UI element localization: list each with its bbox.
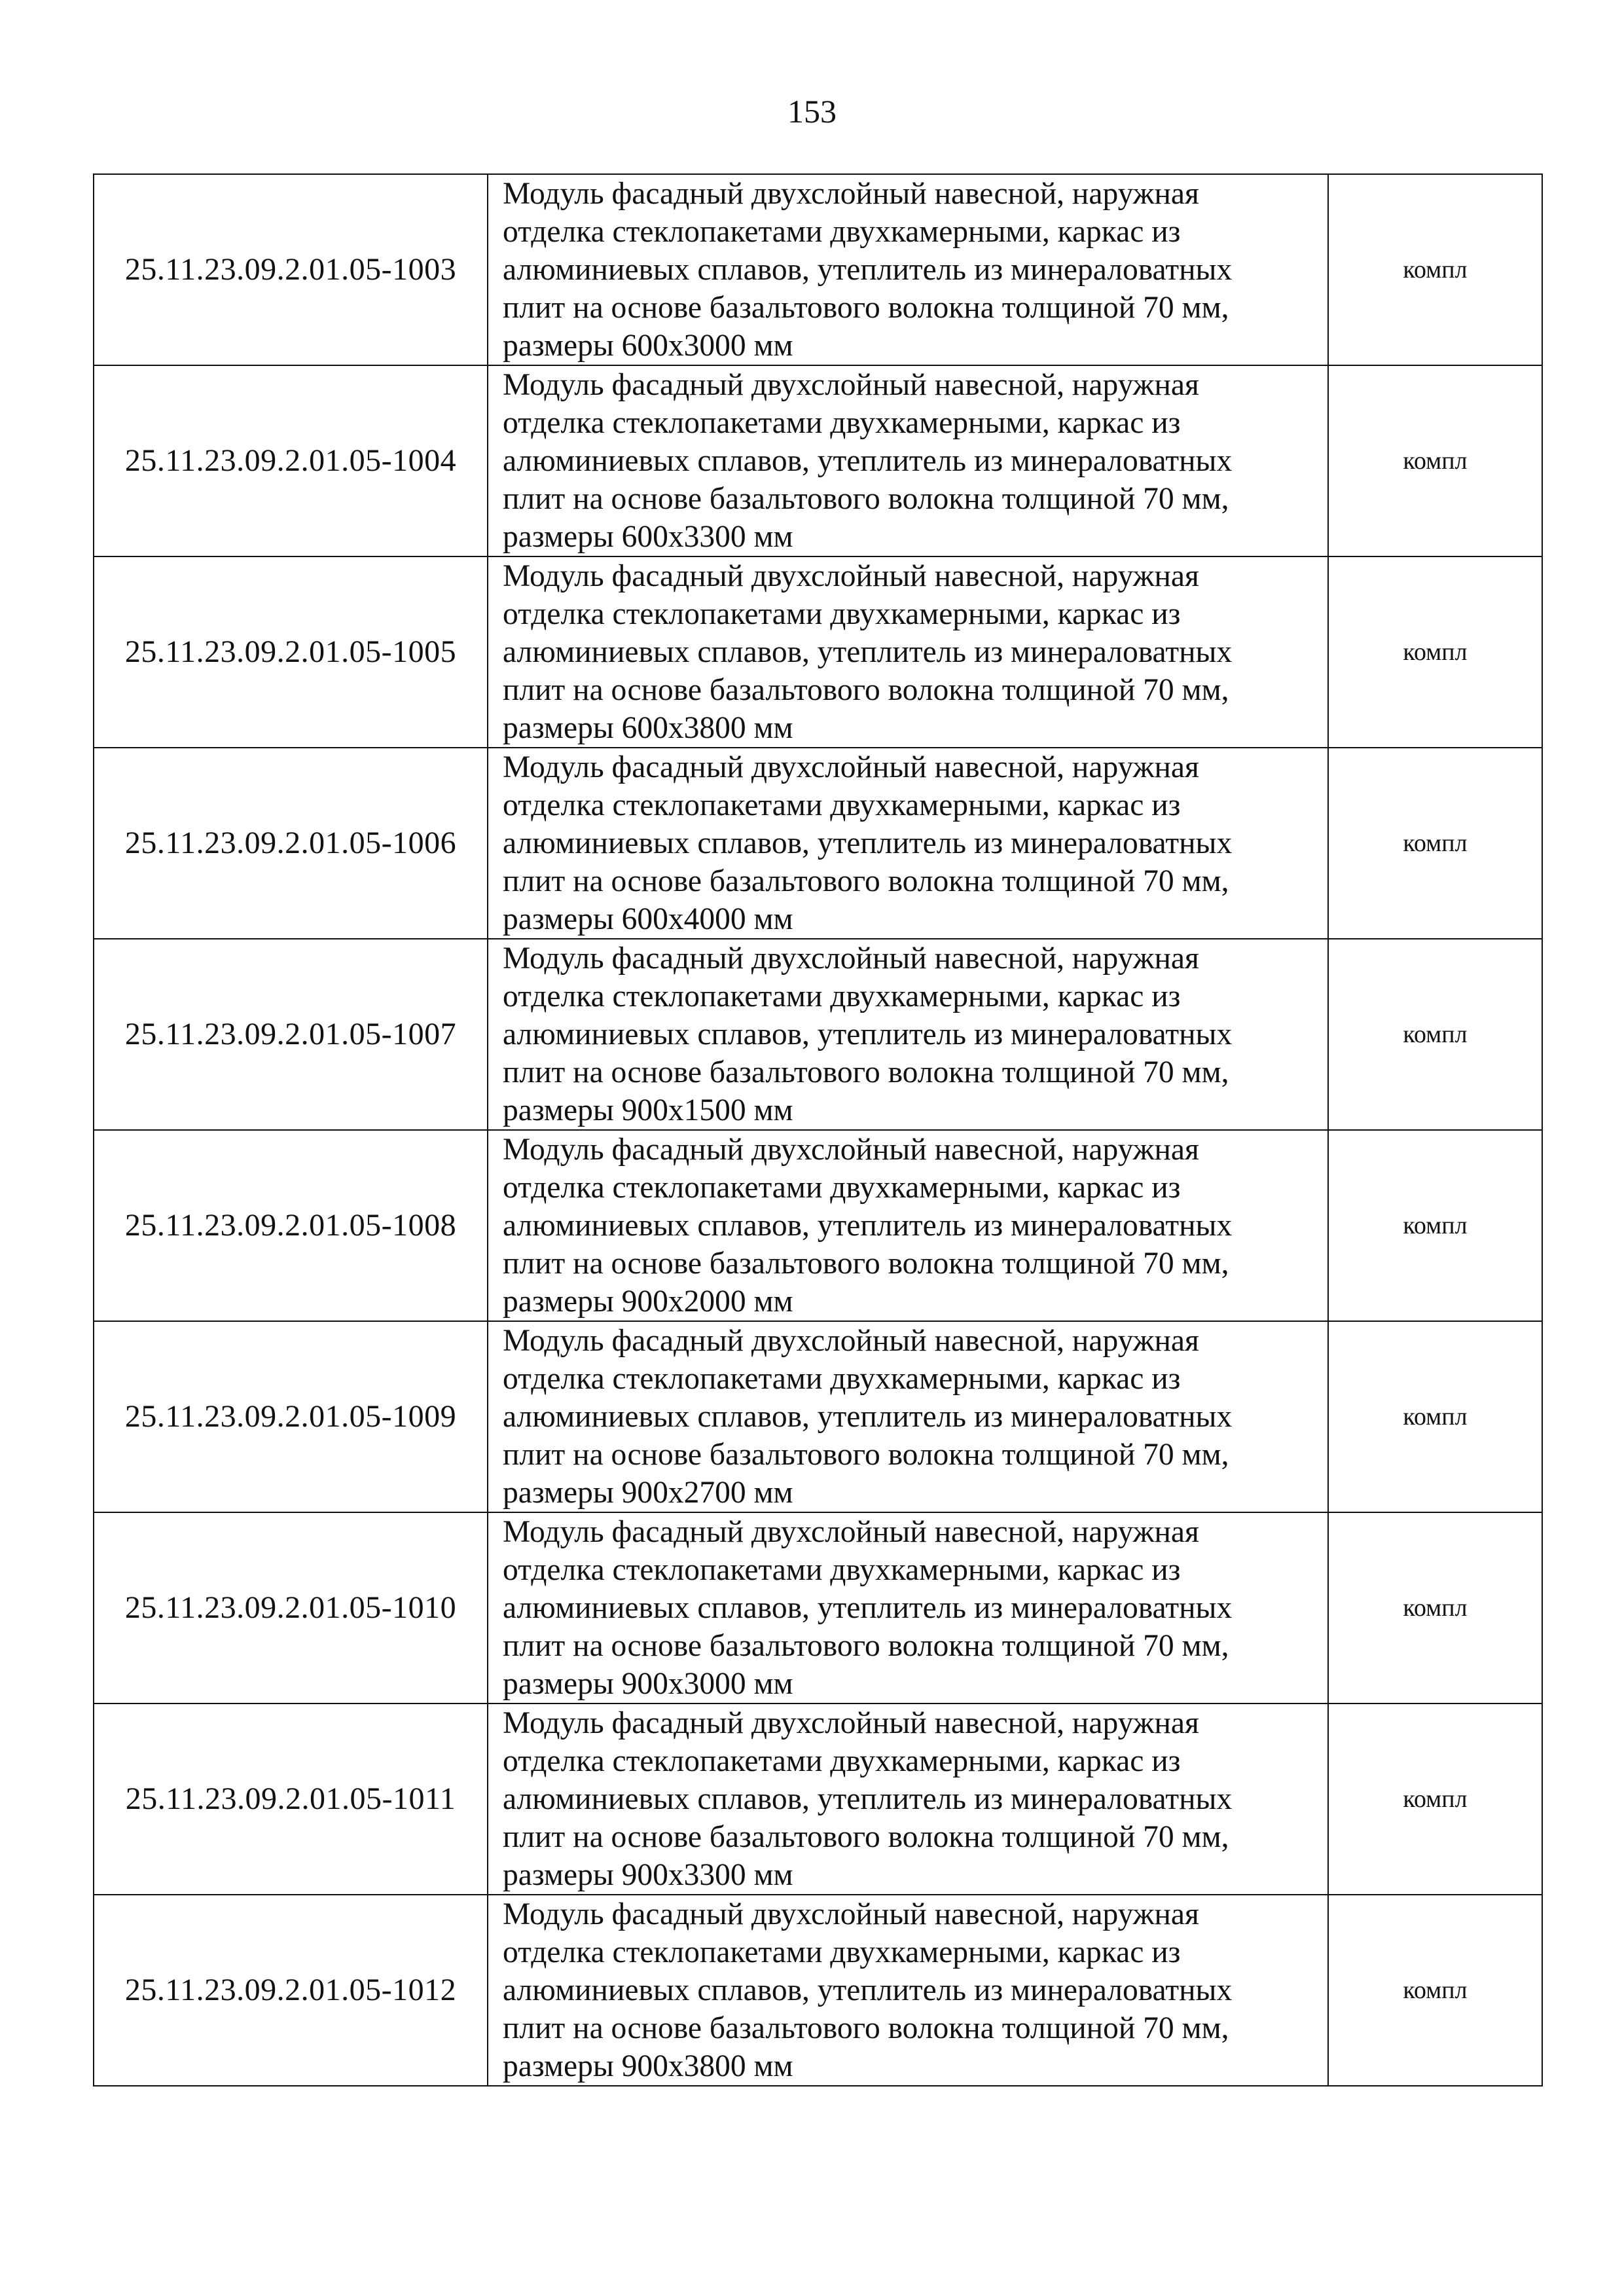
description-line: плит на основе базальтового волокна толщиной 70 мм, <box>503 1055 1229 1089</box>
description-line: алюминиевых сплавов, утеплитель из минераловатных <box>503 444 1233 478</box>
description-line: размеры 900х2700 мм <box>503 1476 793 1510</box>
description-line: отделка стеклопакетами двухкамерными, каркас из <box>503 1553 1181 1587</box>
item-description <box>488 748 1328 939</box>
description-line: плит на основе базальтового волокна толщиной 70 мм, <box>503 482 1229 516</box>
item-code: 25.11.23.09.2.01.05-1005 <box>94 556 488 748</box>
item-unit: компл <box>1328 365 1542 556</box>
description-line: размеры 600х3000 мм <box>503 329 793 363</box>
description-line: алюминиевых сплавов, утеплитель из минераловатных <box>503 1017 1233 1051</box>
item-code: 25.11.23.09.2.01.05-1011 <box>94 1704 488 1895</box>
description-line: размеры 600х3800 мм <box>503 711 793 745</box>
item-code: 25.11.23.09.2.01.05-1008 <box>94 1130 488 1321</box>
table-row <box>94 365 1542 556</box>
description-line: размеры 900х1500 мм <box>503 1093 793 1127</box>
description-line: алюминиевых сплавов, утеплитель из минераловатных <box>503 1973 1233 2007</box>
description-line: размеры 900х2000 мм <box>503 1285 793 1319</box>
item-description <box>488 1321 1328 1512</box>
description-line: отделка стеклопакетами двухкамерными, каркас из <box>503 215 1181 249</box>
table-row <box>94 556 1542 748</box>
table-row <box>94 1895 1542 2086</box>
item-unit: компл <box>1328 748 1542 939</box>
description-line: Модуль фасадный двухслойный навесной, наружная <box>503 177 1199 211</box>
description-line: плит на основе базальтового волокна толщиной 70 мм, <box>503 673 1229 707</box>
description-line: размеры 900х3800 мм <box>503 2049 793 2083</box>
table-row <box>94 1512 1542 1704</box>
description-line: отделка стеклопакетами двухкамерными, каркас из <box>503 1744 1181 1778</box>
item-description <box>488 365 1328 556</box>
item-unit: компл <box>1328 1321 1542 1512</box>
item-code: 25.11.23.09.2.01.05-1004 <box>94 365 488 556</box>
description-line: отделка стеклопакетами двухкамерными, каркас из <box>503 979 1181 1013</box>
item-description <box>488 1895 1328 2086</box>
table-row <box>94 1704 1542 1895</box>
description-line: размеры 900х3000 мм <box>503 1667 793 1701</box>
item-unit: компл <box>1328 174 1542 365</box>
description-line: плит на основе базальтового волокна толщиной 70 мм, <box>503 1247 1229 1281</box>
item-description <box>488 1512 1328 1704</box>
item-description <box>488 174 1328 365</box>
description-line: алюминиевых сплавов, утеплитель из минераловатных <box>503 1209 1233 1243</box>
table-row <box>94 939 1542 1130</box>
description-line: плит на основе базальтового волокна толщиной 70 мм, <box>503 291 1229 325</box>
page-number: 153 <box>787 93 837 130</box>
description-line: Модуль фасадный двухслойный навесной, наружная <box>503 368 1199 402</box>
description-line: отделка стеклопакетами двухкамерными, каркас из <box>503 1935 1181 1969</box>
description-line: Модуль фасадный двухслойный навесной, наружная <box>503 1706 1199 1740</box>
item-description <box>488 939 1328 1130</box>
description-line: алюминиевых сплавов, утеплитель из минераловатных <box>503 826 1233 860</box>
table-row <box>94 174 1542 365</box>
table-row <box>94 1130 1542 1321</box>
item-unit: компл <box>1328 1512 1542 1704</box>
description-line: плит на основе базальтового волокна толщиной 70 мм, <box>503 1438 1229 1472</box>
description-line: алюминиевых сплавов, утеплитель из минераловатных <box>503 1782 1233 1816</box>
description-line: Модуль фасадный двухслойный навесной, наружная <box>503 750 1199 784</box>
item-unit: компл <box>1328 556 1542 748</box>
description-line: отделка стеклопакетами двухкамерными, каркас из <box>503 597 1181 631</box>
description-line: отделка стеклопакетами двухкамерными, каркас из <box>503 1171 1181 1205</box>
description-line: алюминиевых сплавов, утеплитель из минераловатных <box>503 635 1233 669</box>
description-line: плит на основе базальтового волокна толщиной 70 мм, <box>503 864 1229 898</box>
description-line: Модуль фасадный двухслойный навесной, наружная <box>503 1133 1199 1167</box>
description-line: Модуль фасадный двухслойный навесной, наружная <box>503 941 1199 975</box>
description-line: алюминиевых сплавов, утеплитель из минераловатных <box>503 1400 1233 1434</box>
description-line: плит на основе базальтового волокна толщиной 70 мм, <box>503 1820 1229 1854</box>
materials-table <box>93 173 1543 2086</box>
description-line: отделка стеклопакетами двухкамерными, каркас из <box>503 788 1181 822</box>
item-description <box>488 1704 1328 1895</box>
item-code: 25.11.23.09.2.01.05-1003 <box>94 174 488 365</box>
item-unit: компл <box>1328 939 1542 1130</box>
table-row <box>94 1321 1542 1512</box>
description-line: Модуль фасадный двухслойный навесной, наружная <box>503 559 1199 593</box>
item-description <box>488 1130 1328 1321</box>
item-code: 25.11.23.09.2.01.05-1010 <box>94 1512 488 1704</box>
description-line: размеры 600х3300 мм <box>503 520 793 554</box>
description-line: Модуль фасадный двухслойный навесной, наружная <box>503 1515 1199 1549</box>
table-body <box>94 174 1542 2086</box>
description-line: размеры 600х4000 мм <box>503 902 793 936</box>
description-line: плит на основе базальтового волокна толщиной 70 мм, <box>503 1629 1229 1663</box>
table-row <box>94 748 1542 939</box>
item-unit: компл <box>1328 1895 1542 2086</box>
description-line: алюминиевых сплавов, утеплитель из минераловатных <box>503 1591 1233 1625</box>
item-code: 25.11.23.09.2.01.05-1009 <box>94 1321 488 1512</box>
item-code: 25.11.23.09.2.01.05-1007 <box>94 939 488 1130</box>
item-description <box>488 556 1328 748</box>
description-line: отделка стеклопакетами двухкамерными, каркас из <box>503 1362 1181 1396</box>
item-unit: компл <box>1328 1130 1542 1321</box>
description-line: алюминиевых сплавов, утеплитель из минераловатных <box>503 253 1233 287</box>
item-code: 25.11.23.09.2.01.05-1012 <box>94 1895 488 2086</box>
description-line: Модуль фасадный двухслойный навесной, наружная <box>503 1897 1199 1931</box>
description-line: отделка стеклопакетами двухкамерными, каркас из <box>503 406 1181 440</box>
item-unit: компл <box>1328 1704 1542 1895</box>
description-line: размеры 900х3300 мм <box>503 1858 793 1892</box>
item-code: 25.11.23.09.2.01.05-1006 <box>94 748 488 939</box>
description-line: Модуль фасадный двухслойный навесной, наружная <box>503 1324 1199 1358</box>
description-line: плит на основе базальтового волокна толщиной 70 мм, <box>503 2011 1229 2045</box>
